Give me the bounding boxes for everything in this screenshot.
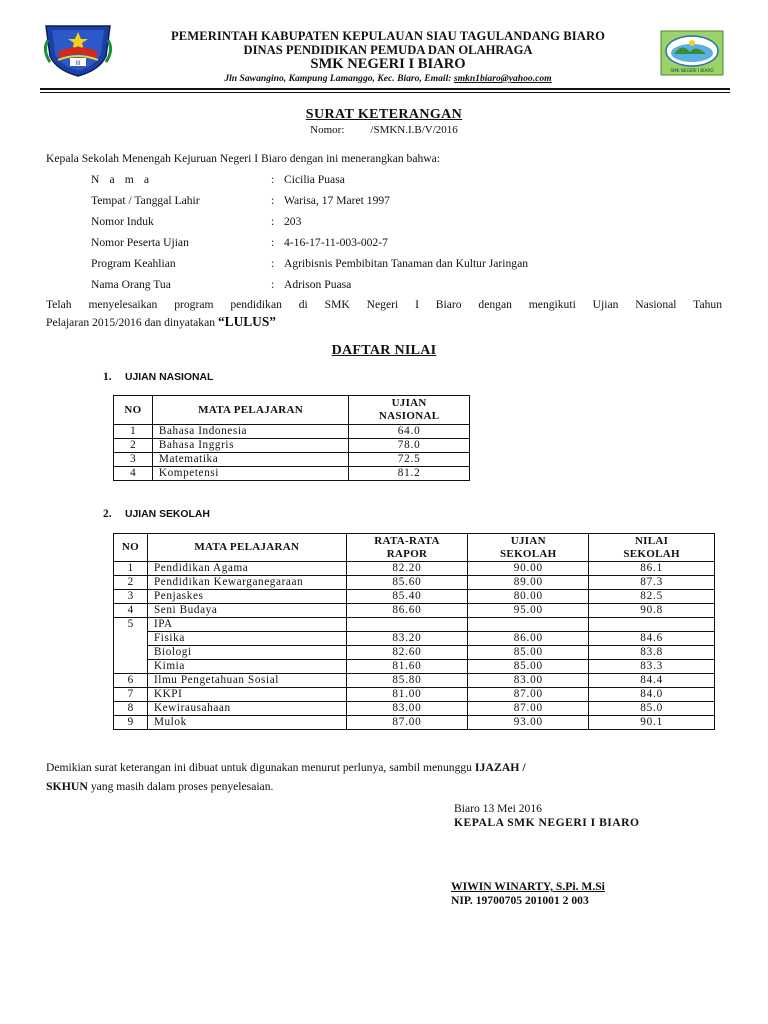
col-header-no: NO (114, 396, 153, 425)
address-text: Jln Sawangino, Kampung Lamanggo, Kec. Biaro, Email: (224, 73, 454, 84)
student-number-colon: : (271, 215, 275, 228)
signature-role: KEPALA SMK NEGERI I BIARO (454, 816, 640, 829)
section-national-title: UJIAN NASIONAL (125, 372, 214, 383)
table-row: Fisika 83.20 86.00 84.6 (114, 632, 715, 646)
closing-ijazah: IJAZAH / (474, 760, 526, 774)
parent-value: Adrison Puasa (284, 278, 352, 291)
col-header-subject: MATA PELAJARAN (147, 534, 346, 562)
closing-text-2: yang masih dalam proses penyelesaian. (87, 780, 274, 793)
table-row: 3 Penjaskes 85.40 80.00 82.5 (114, 590, 715, 604)
table-row: Kimia 81.60 85.00 83.3 (114, 660, 715, 674)
document-number (0, 124, 768, 136)
letterhead-school: SMK NEGERI I BIARO (310, 56, 466, 72)
table-row: 1 Pendidikan Agama 82.20 90.00 86.1 (114, 562, 715, 576)
table-header-row (114, 534, 715, 562)
letterhead-rule-thin (40, 92, 730, 93)
result-status: “LULUS” (217, 314, 276, 329)
table-row: 5 IPA (114, 618, 715, 632)
grades-title: DAFTAR NILAI (331, 343, 437, 358)
program-value: Agribisnis Pembibitan Tanaman dan Kultur Jaringan (284, 257, 529, 270)
signature-name: WIWIN WINARTY, S.Pi. M.Si (451, 880, 605, 893)
letterhead-government: PEMERINTAH KABUPATEN KEPULAUAN SIAU TAGULANDANG BIARO (170, 29, 606, 43)
col-header-school-exam: UJIAN SEKOLAH (468, 534, 589, 562)
section-school-number: 2. (103, 508, 112, 520)
section-school-title: UJIAN SEKOLAH (125, 509, 210, 520)
regency-emblem-logo (40, 22, 116, 78)
table-row: 6 Ilmu Pengetahuan Sosial 85.80 83.00 84.4 (114, 674, 715, 688)
letterhead-address (118, 73, 658, 84)
school-emblem-logo (660, 30, 724, 76)
svg-text:III: III (75, 60, 81, 67)
closing-paragraph (46, 758, 736, 796)
school-exam-table (113, 533, 715, 730)
statement-prefix: Pelajaran 2015/2016 dan dinyatakan (46, 316, 218, 329)
program-label: Program Keahlian (91, 257, 176, 270)
closing-skhun: SKHUN (46, 779, 88, 793)
birth-value: Warisa, 17 Maret 1997 (284, 194, 390, 207)
table-row: 7 KKPI 81.00 87.00 84.0 (114, 688, 715, 702)
name-colon: : (271, 173, 275, 186)
table-row: 3 Matematika 72.5 (114, 453, 470, 467)
student-number-value: 203 (284, 215, 302, 228)
col-header-school-score: NILAI SEKOLAH (589, 534, 715, 562)
number-value: /SMKN.I.B/V/2016 (370, 124, 458, 136)
exam-number-colon: : (271, 236, 275, 249)
letterhead-rule-thick (40, 88, 730, 90)
program-colon: : (271, 257, 275, 270)
statement-line-2 (46, 314, 722, 330)
statement-line-1: Telah menyelesaikan program pendidikan di SMK Negeri I Biaro dengan mengikuti Ujian Nasional Tahun (46, 298, 722, 311)
exam-number-value: 4-16-17-11-003-002-7 (284, 236, 388, 249)
intro-text: Kepala Sekolah Menengah Kejuruan Negeri I Biaro dengan ini menerangkan bahwa: (46, 152, 441, 165)
closing-text-1: Demikian surat keterangan ini dibuat untuk digunakan menurut perlunya, sambil menunggu (46, 761, 475, 774)
col-header-national-score: UJIAN NASIONAL (349, 396, 470, 425)
table-row: 2 Pendidikan Kewarganegaraan 85.60 89.00 87.3 (114, 576, 715, 590)
school-logo-caption: SMK NEGERI I BIARO (670, 68, 714, 73)
exam-number-label: Nomor Peserta Ujian (91, 236, 189, 249)
col-header-subject: MATA PELAJARAN (152, 396, 348, 425)
national-exam-table (113, 395, 470, 481)
signature-nip: NIP. 19700705 201001 2 003 (451, 894, 589, 907)
table-header-row (114, 396, 470, 425)
birth-label: Tempat / Tanggal Lahir (91, 194, 200, 207)
col-header-report-average: RATA-RATA RAPOR (346, 534, 468, 562)
document-title: SURAT KETERANGAN (305, 107, 463, 122)
table-row: 9 Mulok 87.00 93.00 90.1 (114, 716, 715, 730)
signature-place-date: Biaro 13 Mei 2016 (454, 802, 542, 815)
section-national-number: 1. (103, 371, 112, 383)
section-school-exam (103, 508, 210, 520)
table-row: 1 Bahasa Indonesia 64.0 (114, 425, 470, 439)
number-label: Nomor: (310, 124, 345, 136)
parent-colon: : (271, 278, 275, 291)
name-label: N a m a (91, 173, 153, 186)
table-row: 8 Kewirausahaan 83.00 87.00 85.0 (114, 702, 715, 716)
birth-colon: : (271, 194, 275, 207)
table-row: 2 Bahasa Inggris 78.0 (114, 439, 470, 453)
table-row: 4 Seni Budaya 86.60 95.00 90.8 (114, 604, 715, 618)
parent-label: Nama Orang Tua (91, 278, 171, 291)
student-number-label: Nomor Induk (91, 215, 154, 228)
email-link[interactable]: smkn1biaro@yahoo.com (453, 73, 552, 84)
section-national-exam (103, 371, 213, 383)
letterhead-department: DINAS PENDIDIKAN PEMUDA DAN OLAHRAGA (243, 43, 533, 57)
table-row: Biologi 82.60 85.00 83.8 (114, 646, 715, 660)
table-row: 4 Kompetensi 81.2 (114, 467, 470, 481)
col-header-no: NO (114, 534, 148, 562)
name-value: Cicilia Puasa (284, 173, 345, 186)
